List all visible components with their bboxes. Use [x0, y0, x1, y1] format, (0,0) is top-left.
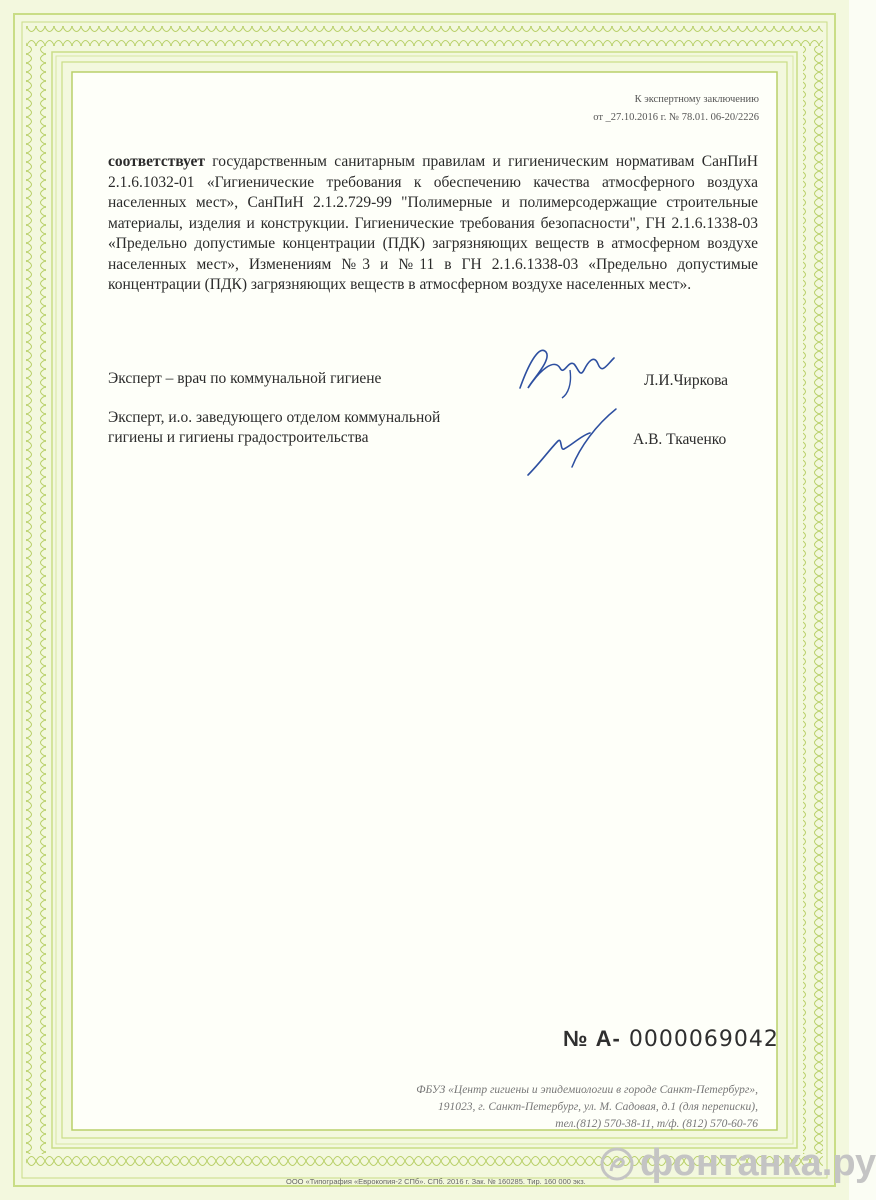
issuer-org-line-3: тел.(812) 570-38-11, т/ф. (812) 570-60-76	[555, 1118, 758, 1130]
fontanka-logo-icon	[600, 1147, 634, 1181]
printer-imprint: ООО «Типография «Еврокопия-2 СПб». СПб. 2016 г. Зак. № 160285. Тир. 160 000 экз.	[286, 1177, 586, 1186]
source-watermark	[600, 1142, 876, 1185]
conclusion-text: государственным санитарным правилам и гигиеническим нормативам СанПиН 2.1.6.1032-01 «Гигиенические требования к обеспечению качества атмосферного воздуха населенных мест», СанПиН 2.1.2.729-99 "Полимерные и полимерсодержащие строительные материалы, изделия и конструкции. Гигиенические требования безопасности", ГН 2.1.6.1338-03 «Предельно допустимые концентрации (ПДК) загрязняющих веществ в атмосферном воздухе населенных мест», Изменениям №3 и №11 в ГН 2.1.6.1338-03 «Предельно допустимые концентрации (ПДК) загрязняющих веществ в атмосферном воздухе населенных мест».	[108, 153, 758, 293]
signature-2	[520, 405, 620, 480]
serial-prefix: № А-	[563, 1026, 621, 1051]
issuer-org-line-2: 191023, г. Санкт-Петербург, ул. М. Садовая, д.1 (для переписки),	[438, 1101, 758, 1113]
signer-role-1: Эксперт – врач по коммунальной гигиене	[108, 370, 382, 387]
signer-role-2: Эксперт, и.о. заведующего отделом коммунальной гигиены и гигиены градостроительства	[108, 409, 441, 446]
reference-line-2: от _27.10.2016 г. № 78.01. 06-20/2226	[593, 112, 759, 123]
reference-line-1: К экспертному заключению	[634, 94, 759, 105]
watermark-text: фонтанка.ру	[640, 1142, 876, 1184]
form-serial-number	[563, 1026, 779, 1052]
signer-name-1: Л.И.Чиркова	[644, 372, 729, 389]
serial-digits: 0000069042	[628, 1027, 779, 1052]
conclusion-paragraph	[108, 152, 758, 296]
issuer-org-line-1: ФБУЗ «Центр гигиены и эпидемиологии в городе Санкт-Петербург»,	[416, 1084, 758, 1096]
bold-lead-word: соответствует	[108, 153, 205, 170]
signer-name-2: А.В. Ткаченко	[633, 431, 727, 448]
signature-1	[510, 340, 620, 400]
